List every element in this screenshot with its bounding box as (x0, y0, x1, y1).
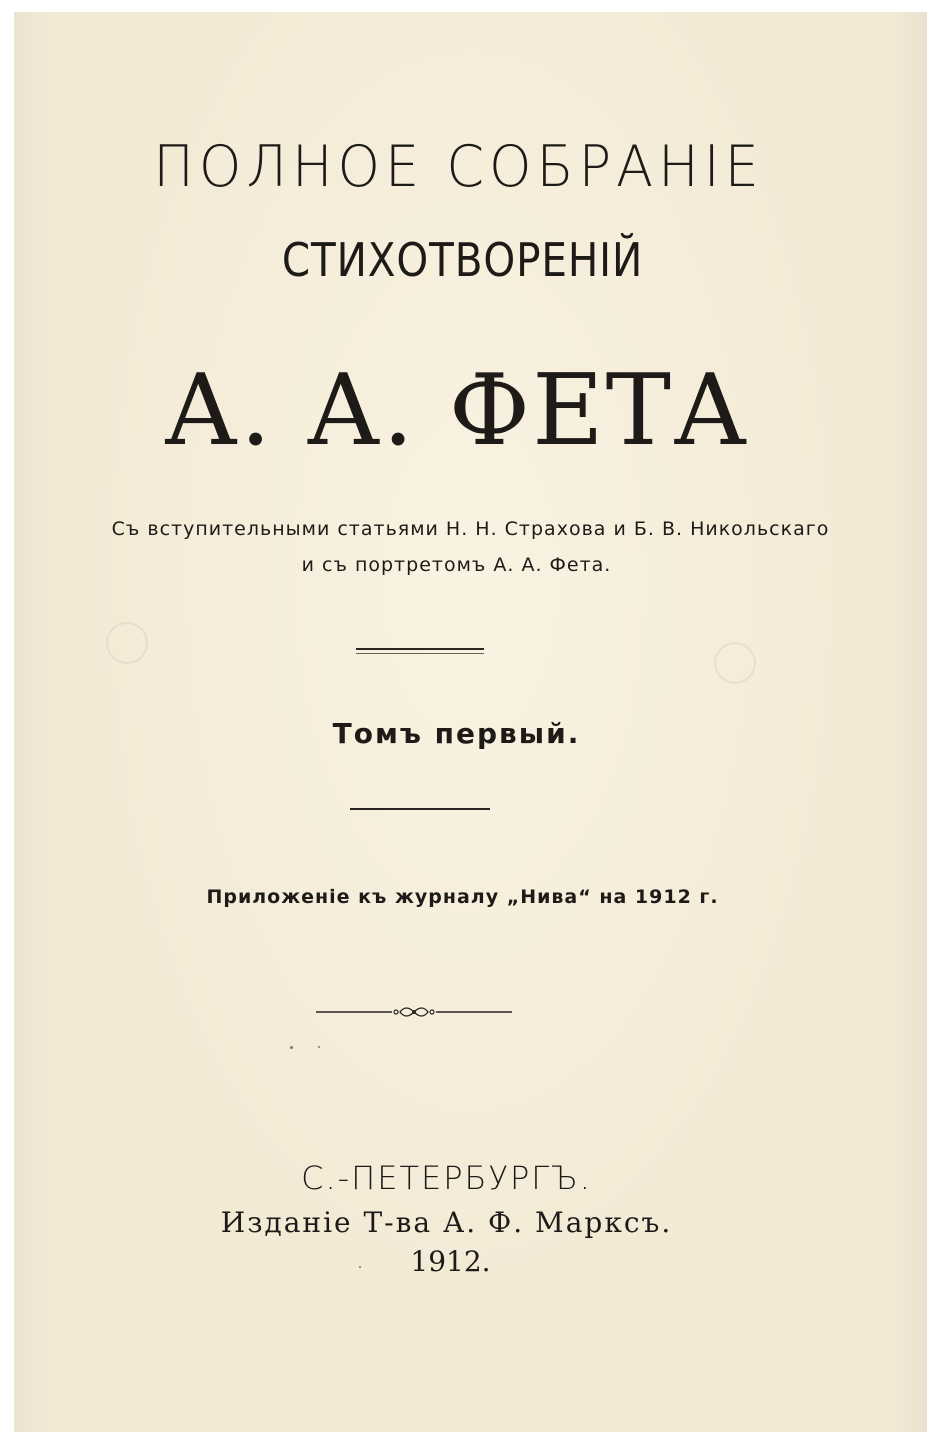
ornament-divider (314, 1002, 514, 1022)
intro-line-2: и съ портретомъ А. А. Фета. (301, 554, 612, 576)
ink-speck (318, 1046, 320, 1048)
show-through-seal-right (714, 642, 756, 684)
ink-speck (290, 1046, 293, 1049)
divider-rule-top (356, 648, 484, 650)
author-name: А. А. ФЕТА (163, 354, 750, 468)
divider-rule-top-thin (356, 653, 484, 654)
publication-year: 1912. (410, 1245, 491, 1278)
show-through-seal-left (106, 622, 148, 664)
title-line-1: ПОЛНОЕ СОБРАНІЕ (153, 133, 764, 200)
intro-line-1: Съ вступительными статьями Н. Н. Страхова и Б. В. Никольскаго (111, 518, 830, 540)
divider-rule-middle (350, 808, 490, 810)
title-page (14, 12, 927, 1432)
publisher: Изданіе Т-ва А. Ф. Марксъ. (220, 1206, 673, 1239)
volume-label: Томъ первый. (332, 717, 581, 750)
publication-city: С.-ПЕТЕРБУРГЪ. (301, 1159, 592, 1197)
title-line-2: СТИХОТВОРЕНІЙ (281, 233, 644, 287)
supplement-note: Приложеніе къ журналу „Нива“ на 1912 г. (206, 886, 719, 908)
